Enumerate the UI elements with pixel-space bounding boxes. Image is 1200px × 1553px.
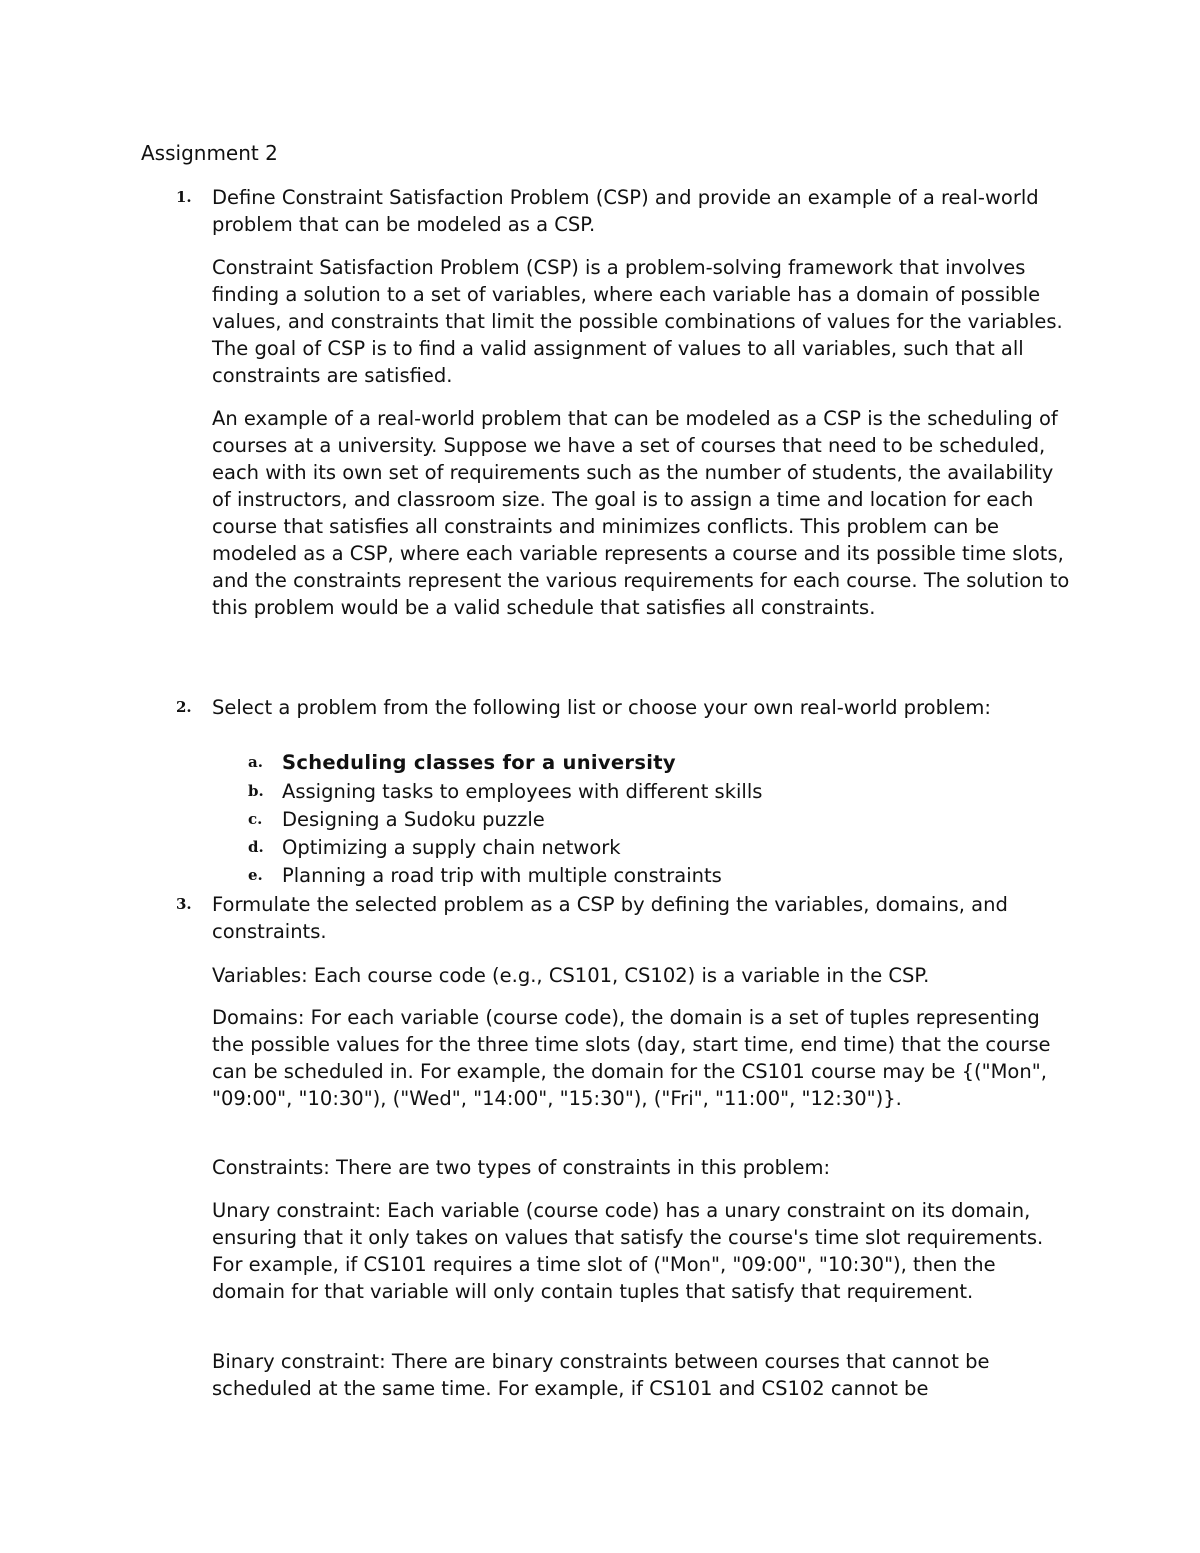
list-letter: b.	[248, 782, 264, 800]
question-text: Select a problem from the following list or choose your own real-world problem:	[212, 696, 991, 719]
question-2	[176, 694, 1072, 721]
list-item	[248, 862, 1072, 889]
list-letter: a.	[248, 753, 263, 771]
answer-paragraph: Binary constraint: There are binary constraints between courses that cannot be scheduled at the same time. For example, if CS101 and CS102 cannot be	[212, 1350, 990, 1400]
list-item	[248, 834, 1072, 861]
answer-paragraph: Constraint Satisfaction Problem (CSP) is a problem-solving framework that involves finding a solution to a set of variables, where each variable has a domain of possible values, and constraints that limit the possible combinations of values for the variables. The goal of CSP is to find a valid assignment of values to all variables, such that all constraints are satisfied.	[212, 256, 1063, 387]
question-text: Define Constraint Satisfaction Problem (CSP) and provide an example of a real-world problem that can be modeled as a CSP.	[212, 186, 1039, 236]
list-item	[248, 778, 1072, 805]
question-text: Formulate the selected problem as a CSP by defining the variables, domains, and constraints.	[212, 893, 1008, 943]
option-text: Optimizing a supply chain network	[282, 836, 621, 859]
list-number: 3.	[176, 895, 192, 913]
answer-paragraph: Variables: Each course code (e.g., CS101, CS102) is a variable in the CSP.	[212, 964, 930, 987]
answer-paragraph: Constraints: There are two types of constraints in this problem:	[212, 1156, 831, 1179]
list-letter: c.	[248, 810, 263, 828]
list-number: 2.	[176, 698, 192, 716]
answer-paragraph: An example of a real-world problem that can be modeled as a CSP is the scheduling of courses at a university. Suppose we have a set of courses that need to be scheduled, each with its own set of requirements such as the number of students, the availability of instructors, and classroom size. The goal is to assign a time and location for each course that satisfies all constraints and minimizes conflicts. This problem can be modeled as a CSP, where each variable represents a course and its possible time slots, and the constraints represent the various requirements for each course. The solution to this problem would be a valid schedule that satisfies all constraints.	[212, 407, 1070, 619]
option-text: Scheduling classes for a university	[282, 751, 676, 774]
list-item	[248, 806, 1072, 833]
answer-paragraph: Domains: For each variable (course code), the domain is a set of tuples representing the possible values for the three time slots (day, start time, end time) that the course can be scheduled in. For example, the domain for the CS101 course may be {("Mon", "09:00", "10:30"), ("Wed", "14:00", "15:30"), ("Fri", "11:00", "12:30")}.	[212, 1006, 1051, 1110]
answer-paragraph: Unary constraint: Each variable (course code) has a unary constraint on its domain, ensuring that it only takes on values that satisfy the course's time slot requirements. For example, if CS101 requires a time slot of ("Mon", "09:00", "10:30"), then the domain for that variable will only contain tuples that satisfy that requirement.	[212, 1199, 1044, 1303]
question-1	[176, 184, 1072, 238]
document-title: Assignment 2	[141, 141, 278, 165]
option-text: Designing a Sudoku puzzle	[282, 808, 545, 831]
list-letter: d.	[248, 838, 264, 856]
question-3	[176, 891, 1072, 945]
list-number: 1.	[176, 188, 192, 206]
option-text: Assigning tasks to employees with different skills	[282, 780, 763, 803]
list-letter: e.	[248, 866, 263, 884]
option-text: Planning a road trip with multiple constraints	[282, 864, 722, 887]
list-item	[248, 749, 1072, 776]
